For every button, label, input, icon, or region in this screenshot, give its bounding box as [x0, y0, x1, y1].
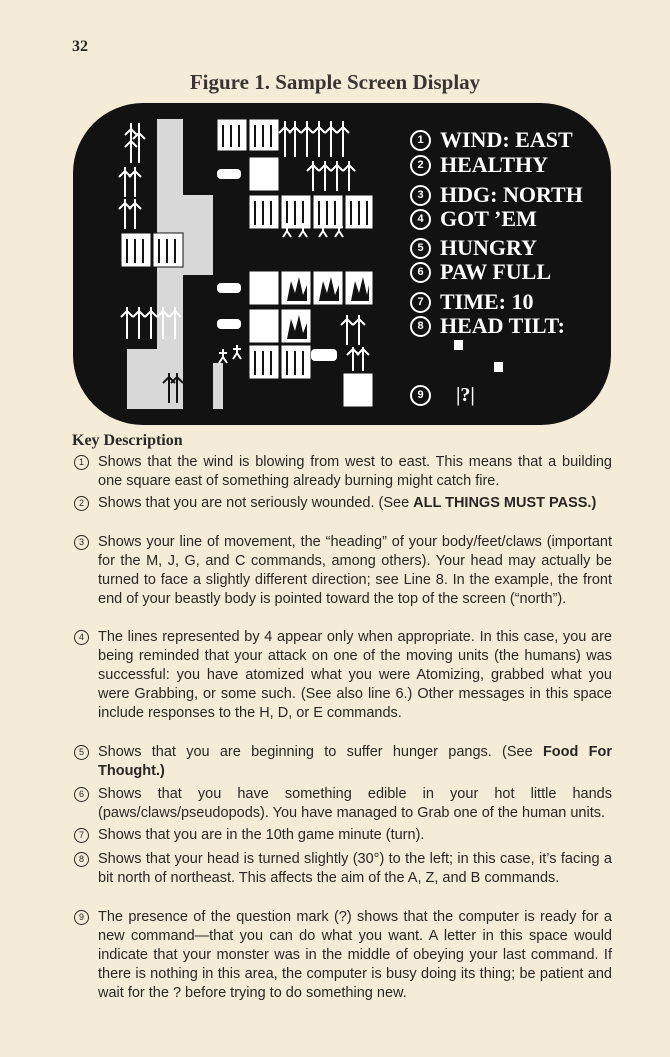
- item-number: 5: [74, 745, 89, 760]
- item-text: Shows that your head is turned slightly (30°) to the left; in this case, it’s facing a bit north of northeast. This affects the aim of the A, Z, and B commands.: [98, 851, 612, 886]
- status-text: HEALTHY: [440, 152, 549, 177]
- sample-screen: [73, 103, 611, 425]
- status-number: 5: [410, 238, 431, 259]
- item-text: The lines represented by 4 appear only when appropriate. In this case, you are being reminded that your attack on one of the moving units (the humans) was successful: you have atomized what you were Atomizing, grabbed what you were Grabbing, or some such. (See also line 6.) Other messages in this space include responses to the H, D, or E commands.: [98, 629, 612, 721]
- status-text: TIME: 10: [440, 289, 534, 314]
- item-number: 7: [74, 828, 89, 843]
- status-number: 6: [410, 262, 431, 283]
- prompt-line: [410, 384, 475, 407]
- status-line: [410, 182, 583, 208]
- status-text: PAW FULL: [440, 259, 552, 284]
- item-number: 3: [74, 535, 89, 550]
- item-text: Shows that the wind is blowing from west to east. This means that a building one square east of something already burning might catch fire.: [98, 454, 612, 489]
- item-text: Shows that you are not seriously wounded. (See ALL THINGS MUST PASS.): [98, 495, 597, 511]
- description-item: [74, 908, 612, 1003]
- item-number: 6: [74, 787, 89, 802]
- page-number: 32: [72, 38, 88, 55]
- item-text: Shows that you are beginning to suffer hunger pangs. (See Food For Thought.): [98, 744, 612, 779]
- item-text: Shows your line of movement, the “heading” of your body/feet/claws (important for the M, J, G, and C commands, among others). Your head may actually be turned to face a slightly different direction; see Line 8. In the example, the front end of your beastly body is pointed toward the top of the screen (“north”).: [98, 534, 612, 607]
- description-item: [74, 743, 612, 781]
- status-line: [410, 259, 551, 285]
- figure-title: Figure 1. Sample Screen Display: [189, 70, 481, 94]
- head-tilt-indicator: [454, 340, 463, 350]
- status-line: [410, 206, 537, 232]
- status-line: [410, 152, 548, 178]
- status-text: HEAD TILT:: [440, 313, 565, 338]
- status-text: HDG: NORTH: [440, 182, 583, 207]
- status-text: HUNGRY: [440, 235, 538, 260]
- item-number: 4: [74, 630, 89, 645]
- description-item: [74, 785, 612, 823]
- head-tilt-indicator: [494, 362, 503, 372]
- status-line: [410, 313, 565, 339]
- status-number: 3: [410, 185, 431, 206]
- status-line: [410, 127, 573, 153]
- description-item: [74, 494, 612, 513]
- item-text: Shows that you have something edible in your hot little hands (paws/claws/pseudopods). You have managed to Grab one of the human units.: [98, 786, 612, 821]
- key-description-heading: Key Description: [72, 432, 183, 449]
- status-number: 2: [410, 155, 431, 176]
- status-text: GOT ’EM: [440, 206, 537, 231]
- description-item: [74, 533, 612, 609]
- status-number: 1: [410, 130, 431, 151]
- status-number: 8: [410, 316, 431, 337]
- status-line: [410, 289, 534, 315]
- description-item: [74, 850, 612, 888]
- item-number: 2: [74, 496, 89, 511]
- status-text: WIND: EAST: [440, 127, 573, 152]
- item-number: 9: [74, 910, 89, 925]
- description-item: [74, 628, 612, 723]
- status-line: [410, 235, 537, 261]
- item-text: The presence of the question mark (?) shows that the computer is ready for a new command—that you can do what you want. A letter in this space would indicate that your monster was in the middle of obeying your last command. If there is nothing in this area, the computer is busy doing its thing; be patient and wait for the ? before trying to do something new.: [98, 909, 612, 1001]
- item-text: Shows that you are in the 10th game minute (turn).: [98, 827, 425, 843]
- description-item: [74, 453, 612, 491]
- item-number: 8: [74, 852, 89, 867]
- description-item: [74, 826, 612, 845]
- item-number: 1: [74, 455, 89, 470]
- status-number: 4: [410, 209, 431, 230]
- prompt-number: 9: [410, 385, 431, 406]
- command-prompt: |?|: [456, 384, 475, 406]
- status-number: 7: [410, 292, 431, 313]
